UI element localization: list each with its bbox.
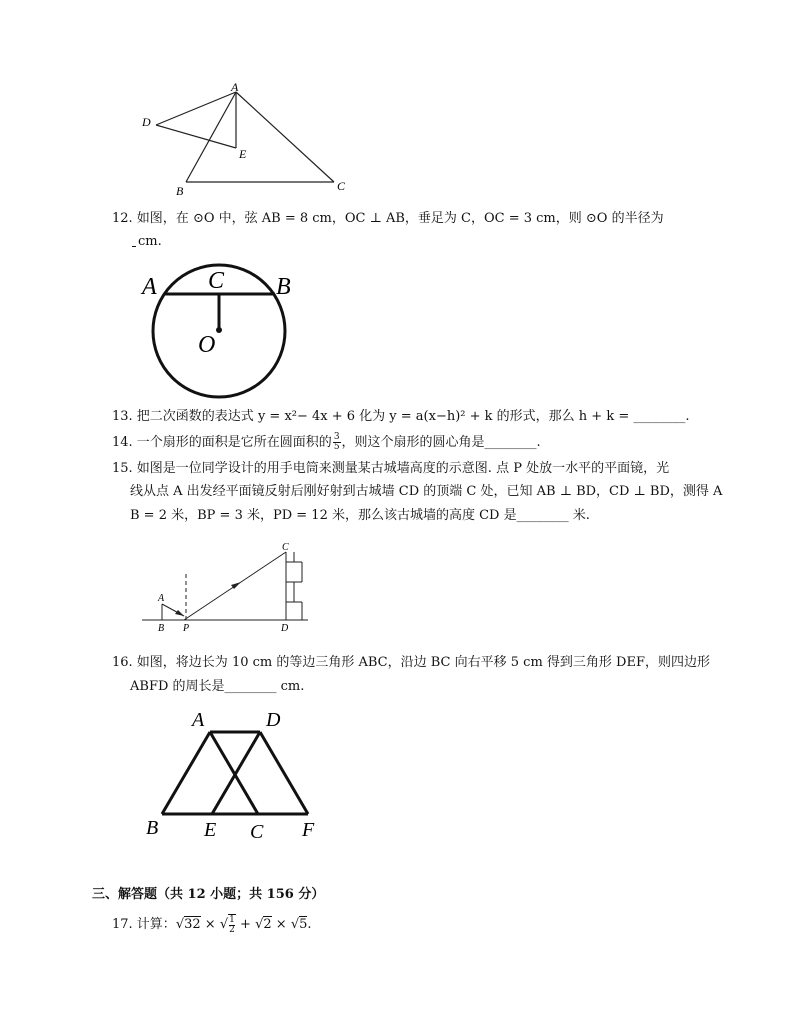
question-12-line2: cm. xyxy=(138,234,162,249)
segment-DE xyxy=(156,125,236,148)
sqrt-symbol-3: √ xyxy=(255,917,264,932)
label-A: A xyxy=(142,274,157,300)
fraction-numerator: 3 xyxy=(333,432,340,442)
sqrt-symbol-2: √ xyxy=(219,917,229,932)
label-B: B xyxy=(146,817,159,839)
wall-bricks xyxy=(286,552,302,620)
question-15-line1: 15. 如图是一位同学设计的用手电筒来测量某古城墙高度的示意图. 点 P 处放一水平的平面镜，光 xyxy=(112,461,670,476)
label-B: B xyxy=(158,623,165,634)
label-C: C xyxy=(282,542,289,553)
times-sign-1: × xyxy=(204,917,216,932)
figure-q15 xyxy=(138,540,318,635)
times-sign-2: × xyxy=(275,917,287,932)
label-D: D xyxy=(281,623,289,634)
arrow-head-1 xyxy=(175,610,184,616)
section-title: 三、解答题（共 12 小题；共 156 分） xyxy=(92,887,325,902)
label-D: D xyxy=(142,115,151,129)
center-point xyxy=(216,327,222,333)
label-E: E xyxy=(204,819,217,841)
segment-DE xyxy=(212,732,260,814)
label-O: O xyxy=(198,332,216,358)
question-16-line2: ABFD 的周长是________ cm. xyxy=(130,679,305,694)
radicand-32: 32 xyxy=(184,917,201,932)
figure-q16 xyxy=(140,706,340,846)
segment-AB xyxy=(162,732,210,814)
question-17 xyxy=(112,912,312,938)
period: . xyxy=(307,917,312,932)
question-13: 13. 把二次函数的表达式 y = x²− 4x + 6 化为 y = a(x−h)² + k 的形式，那么 h + k = ________. xyxy=(112,409,690,424)
label-A: A xyxy=(192,709,205,731)
figure-q12 xyxy=(140,258,310,403)
question-14-text-a: 14. 一个扇形的面积是它所在圆面积的 xyxy=(112,435,332,450)
answer-blank-q12 xyxy=(132,246,136,247)
label-C: C xyxy=(250,821,264,843)
label-P: P xyxy=(183,623,190,634)
plus-sign: + xyxy=(240,917,251,932)
label-C: C xyxy=(208,268,225,294)
label-D: D xyxy=(266,709,281,731)
segment-AC xyxy=(236,92,334,182)
radicand-5: 5 xyxy=(299,917,308,932)
label-B: B xyxy=(276,274,291,300)
question-15-line3: B = 2 米，BP = 3 米，PD = 12 米，那么该古城墙的高度 CD 是________ 米. xyxy=(130,508,590,523)
sqrt-symbol-1: √ xyxy=(175,917,185,932)
sqrt-symbol-4: √ xyxy=(290,917,300,932)
question-15-line2: 线从点 A 出发经平面镜反射后刚好射到古城墙 CD 的顶端 C 处，已知 AB ⊥ BD，CD ⊥ BD，测得 A xyxy=(130,484,723,499)
question-14 xyxy=(112,432,541,454)
label-F: F xyxy=(302,819,315,841)
question-14-text-b: ，则这个扇形的圆心角是________. xyxy=(341,435,541,450)
fraction-numerator: 1 xyxy=(229,915,235,925)
label-E: E xyxy=(239,147,247,161)
question-17-prefix: 17. 计算： xyxy=(112,917,176,932)
label-A: A xyxy=(158,593,165,604)
question-12-line1: 12. 如图，在 ⊙O 中，弦 AB = 8 cm，OC ⊥ AB，垂足为 C，OC = 3 cm，则 ⊙O 的半径为 xyxy=(112,211,664,226)
segment-DF xyxy=(260,732,308,814)
radicand-fraction xyxy=(228,914,236,935)
label-C: C xyxy=(337,179,346,193)
segment-AB xyxy=(186,92,236,182)
label-A: A xyxy=(231,80,239,94)
label-B: B xyxy=(176,184,184,198)
figure-q11 xyxy=(130,78,360,198)
radicand-2: 2 xyxy=(263,917,272,932)
fraction-3-5 xyxy=(333,433,341,452)
segment-AD xyxy=(156,92,236,125)
fraction-denominator: 5 xyxy=(333,442,340,452)
fraction-denominator: 2 xyxy=(229,925,235,935)
segment-AC xyxy=(210,732,258,814)
question-16-line1: 16. 如图，将边长为 10 cm 的等边三角形 ABC，沿边 BC 向右平移 5 cm 得到三角形 DEF，则四边形 xyxy=(112,655,710,670)
